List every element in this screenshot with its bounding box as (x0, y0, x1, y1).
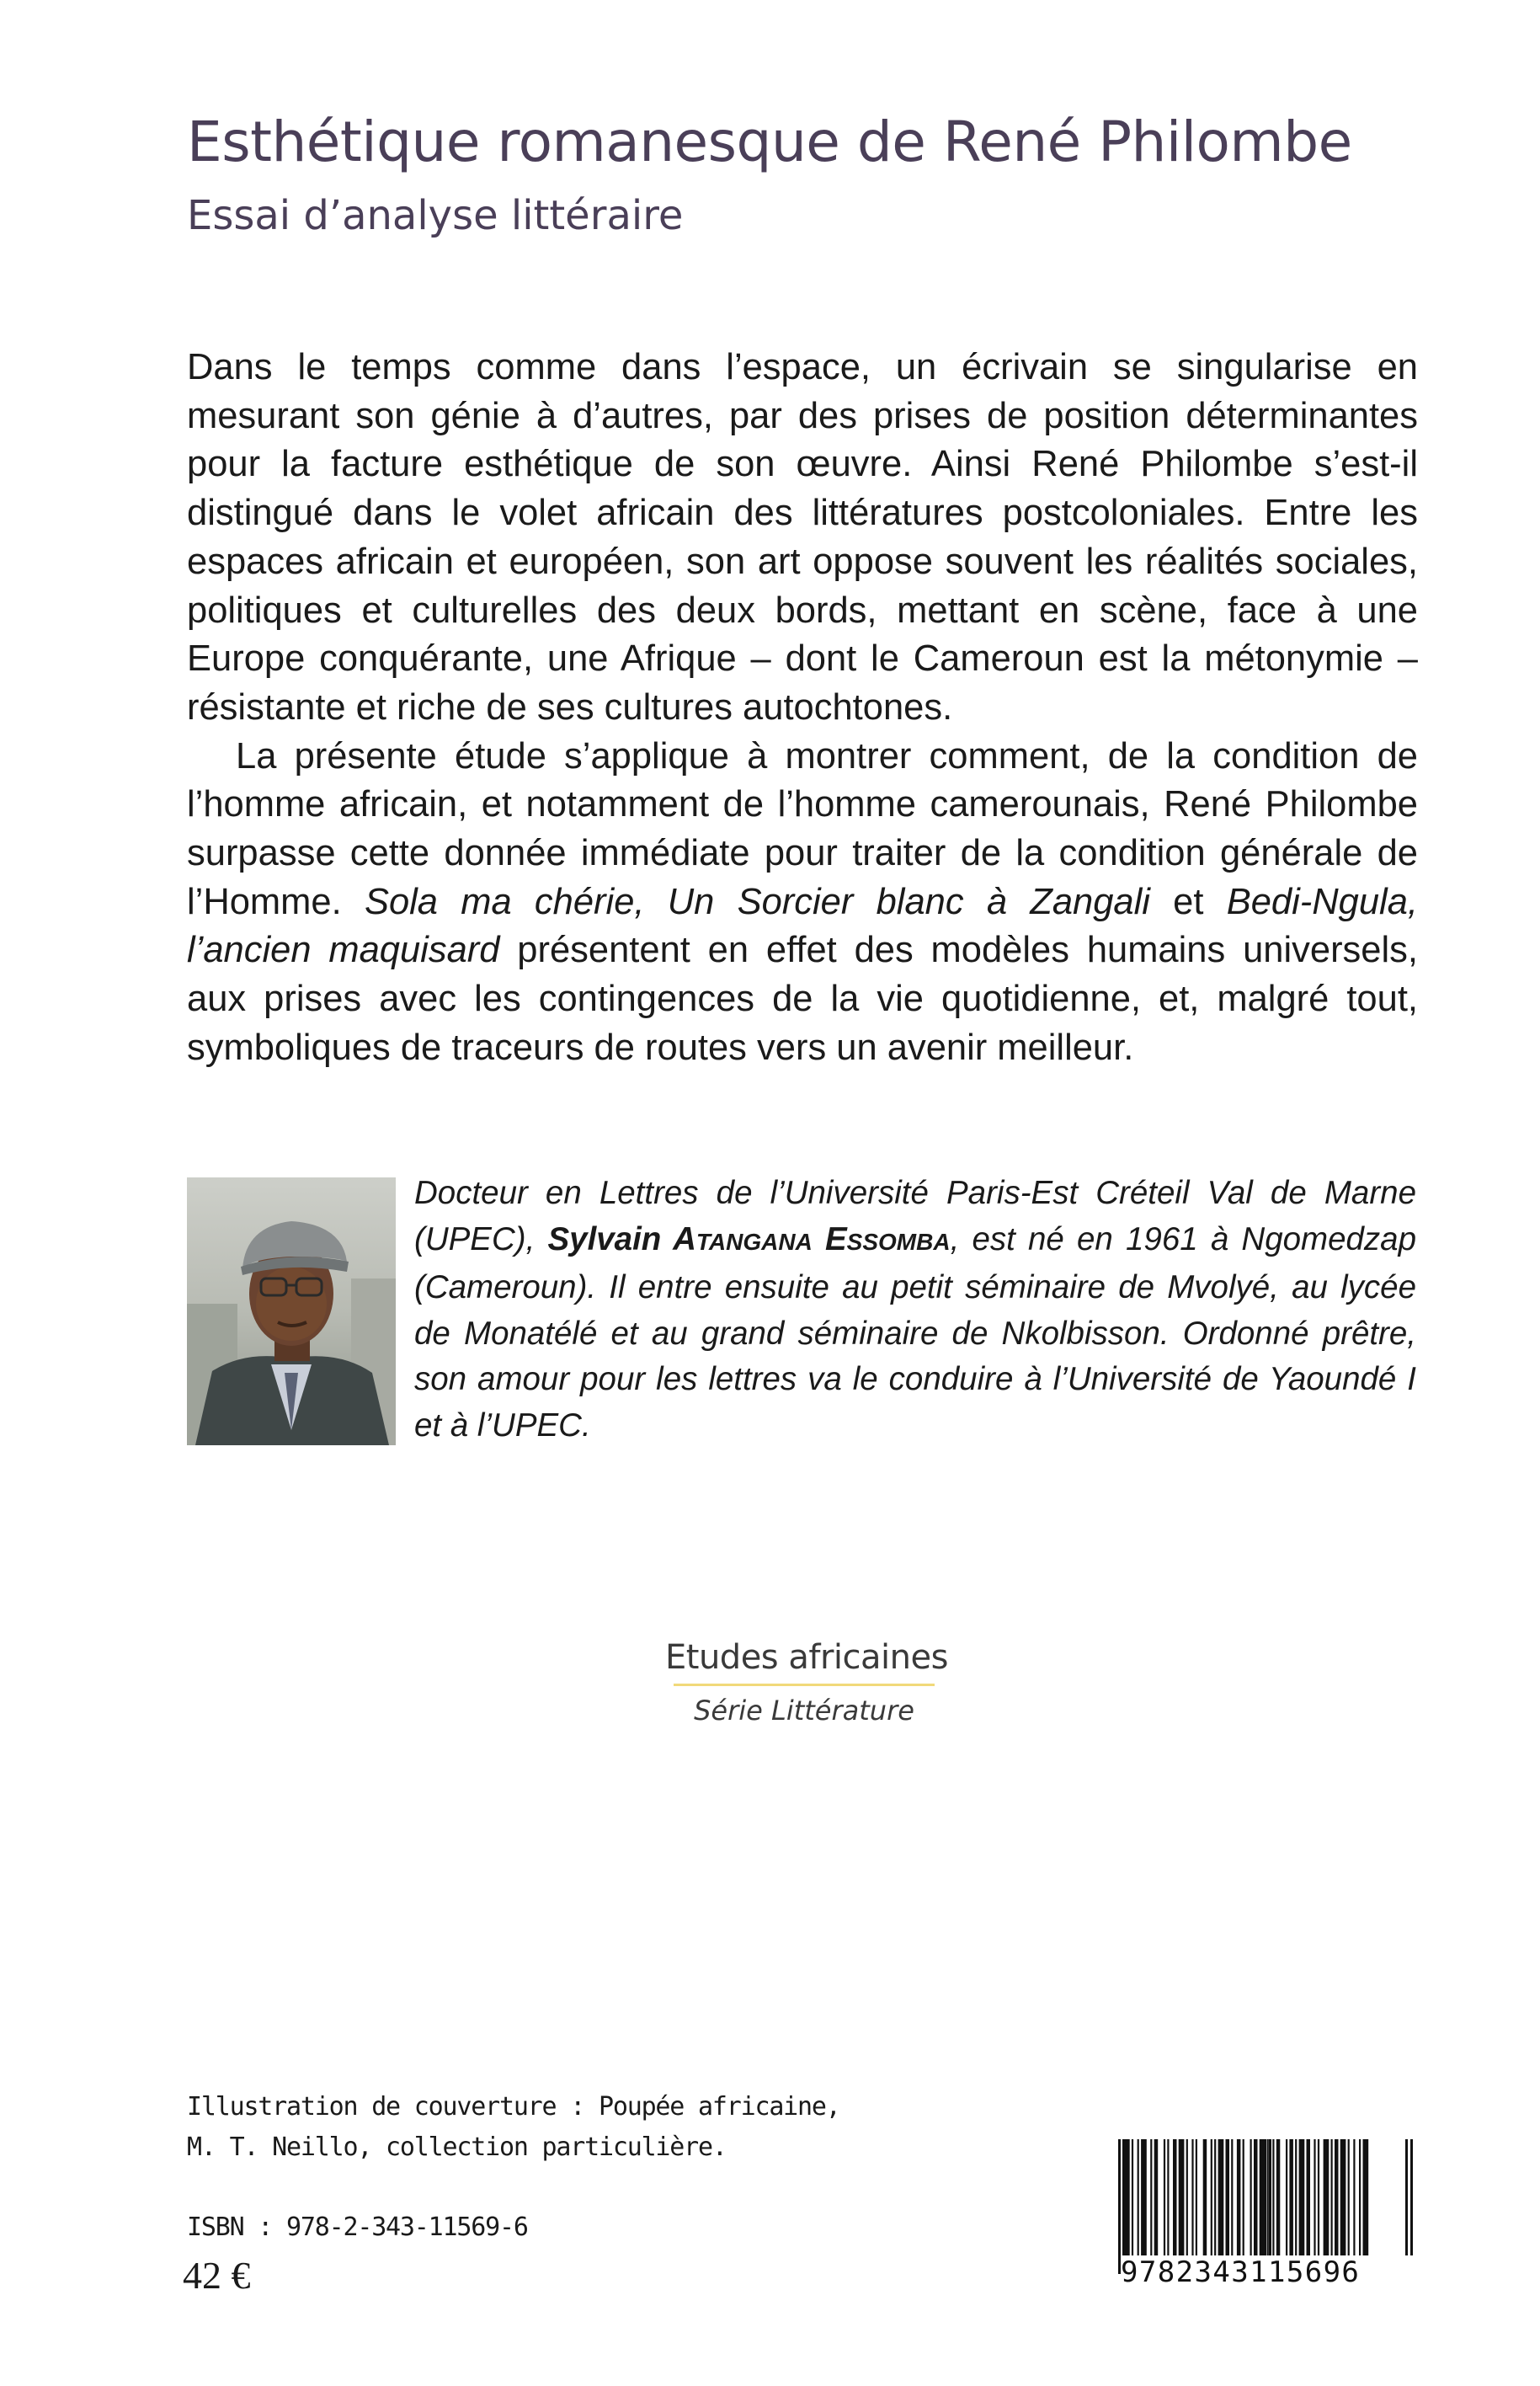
barcode-guard-bar (1264, 2139, 1266, 2274)
blurb-text: présentent en effet des modèles humains universels, aux prises avec les contingences de la vie quotidienne, et, malgré tout, symboliques de traceurs de routes vers un avenir meilleur. (187, 930, 1418, 1068)
barcode-bar (1318, 2139, 1319, 2257)
barcode-bar (1314, 2139, 1315, 2257)
author-name-smallcaps: SSOMBA (846, 1228, 951, 1255)
barcode-bar (1167, 2139, 1169, 2257)
barcode-guard-bar (1410, 2139, 1413, 2274)
barcode-bar (1214, 2139, 1216, 2257)
barcode-bar (1276, 2139, 1281, 2257)
author-name-initial: E (824, 1220, 847, 1257)
barcode-guard-bar (1122, 2139, 1125, 2274)
bio-text: , est né en 1961 à Ngomedzap (Cameroun). Il entre ensuite au petit séminaire de Mvolyé, au lycée de Monatélé et au grand séminaire de Nkolbisson. Ordonné prêtre, son amour pour les lettres va le conduire à l’Université de Yaoundé I et à l’UPEC. (414, 1220, 1416, 1444)
blurb (187, 344, 1418, 1073)
barcode-guard-bar (1118, 2139, 1121, 2274)
blurb-paragraph-1: Dans le temps comme dans l’espace, un écrivain se singularise en mesurant son génie à d’autres, par des prises de position déterminantes pour la facture esthétique de son œuvre. Ainsi René Philombe s’est-il distingué dans le volet africain des littératures postcoloniales. Entre les espaces africain et européen, son art oppose souvent les réalités sociales, politiques et culturelles des deux bords, mettant en scène, face à une Europe conquérante, une Afrique – dont le Cameroun est la métonymie – résistante et riche de ses cultures autochtones. (187, 347, 1418, 728)
author-name (547, 1221, 950, 1257)
barcode-guard-bar (1405, 2139, 1408, 2274)
barcode-bar (1138, 2139, 1139, 2257)
barcode-bar (1289, 2139, 1293, 2257)
barcode-bar (1124, 2139, 1130, 2257)
author-first-name: Sylvain (547, 1220, 674, 1257)
book-subtitle: Essai d’analyse littéraire (187, 192, 684, 239)
barcode-bar (1340, 2139, 1346, 2257)
barcode-bar (1250, 2139, 1252, 2257)
barcode-bar (1186, 2139, 1188, 2257)
barcode-bar (1179, 2139, 1185, 2257)
author-name-initial: A (673, 1220, 696, 1257)
cover-credit-line-2: M. T. Neillo, collection particulière. (187, 2132, 727, 2162)
series-subtitle: Série Littérature (694, 1695, 914, 1727)
barcode-bar (1203, 2139, 1207, 2257)
barcode-bar (1359, 2139, 1361, 2257)
blurb-text: La présente étude s’applique à montrer comment, de la condition de l’homme africain, et notamment de l’homme camerounais, René Philombe surpasse cette donnée immédiate pour traiter de la condition générale de l’Homme. (187, 735, 1418, 922)
book-title: Esthétique romanesque de René Philombe (187, 109, 1352, 174)
book-title-reference: Bedi-Ngula, l’ancien maquisard (187, 881, 1418, 971)
barcode-bar (1267, 2139, 1269, 2257)
barcode-bar (1191, 2139, 1193, 2257)
author-photo (187, 1177, 396, 1445)
barcode-bar (1226, 2139, 1230, 2257)
barcode-bar (1286, 2139, 1287, 2257)
barcode-bar (1231, 2139, 1233, 2257)
author-name-space (813, 1221, 825, 1257)
barcode-bar (1154, 2139, 1159, 2257)
barcode-bar (1272, 2139, 1274, 2257)
barcode-bar (1218, 2139, 1224, 2257)
barcode-bar (1132, 2139, 1133, 2257)
book-title-reference: Sola ma chérie, Un Sorcier blanc à Zangali (364, 881, 1150, 922)
barcode-bar (1331, 2139, 1333, 2257)
barcode-bar (1150, 2139, 1152, 2257)
cover-credit (187, 2087, 840, 2168)
author-name-smallcaps: TANGANA (695, 1228, 813, 1255)
barcode-bar (1299, 2139, 1305, 2257)
barcode-bar (1348, 2139, 1350, 2257)
blurb-paragraph-2 (187, 733, 1418, 1073)
barcode-guard-bar (1269, 2139, 1271, 2274)
barcode-bar (1363, 2139, 1369, 2257)
barcode-bar (1211, 2139, 1212, 2257)
barcode-bar (1353, 2139, 1355, 2257)
series-divider (674, 1684, 935, 1686)
isbn: ISBN : 978-2-343-11569-6 (187, 2213, 528, 2242)
barcode-bar (1324, 2139, 1330, 2257)
barcode-digits: 9782343115696 (1121, 2255, 1414, 2289)
barcode-bar (1254, 2139, 1258, 2257)
cover-credit-line-1: Illustration de couverture : Poupée africaine, (187, 2092, 840, 2122)
blurb-text: et (1149, 881, 1227, 922)
barcode-bar (1335, 2139, 1339, 2257)
series-name: Etudes africaines (665, 1638, 948, 1677)
barcode-bar (1141, 2139, 1147, 2257)
barcode-bar (1173, 2139, 1177, 2257)
bio-text: Docteur en Lettres de l’Université Paris-Est Créteil Val de Marne (UPEC), (414, 1175, 1416, 1257)
barcode-bar (1307, 2139, 1311, 2257)
barcode-bar (1164, 2139, 1165, 2257)
barcode-bar (1237, 2139, 1241, 2257)
barcode-bar (1196, 2139, 1197, 2257)
series-block (665, 1638, 948, 1727)
barcode-bar (1295, 2139, 1297, 2257)
author-bio (414, 1171, 1416, 1449)
author-portrait-image (187, 1177, 396, 1445)
price: 42 € (183, 2254, 251, 2297)
barcode-bar (1243, 2139, 1244, 2257)
